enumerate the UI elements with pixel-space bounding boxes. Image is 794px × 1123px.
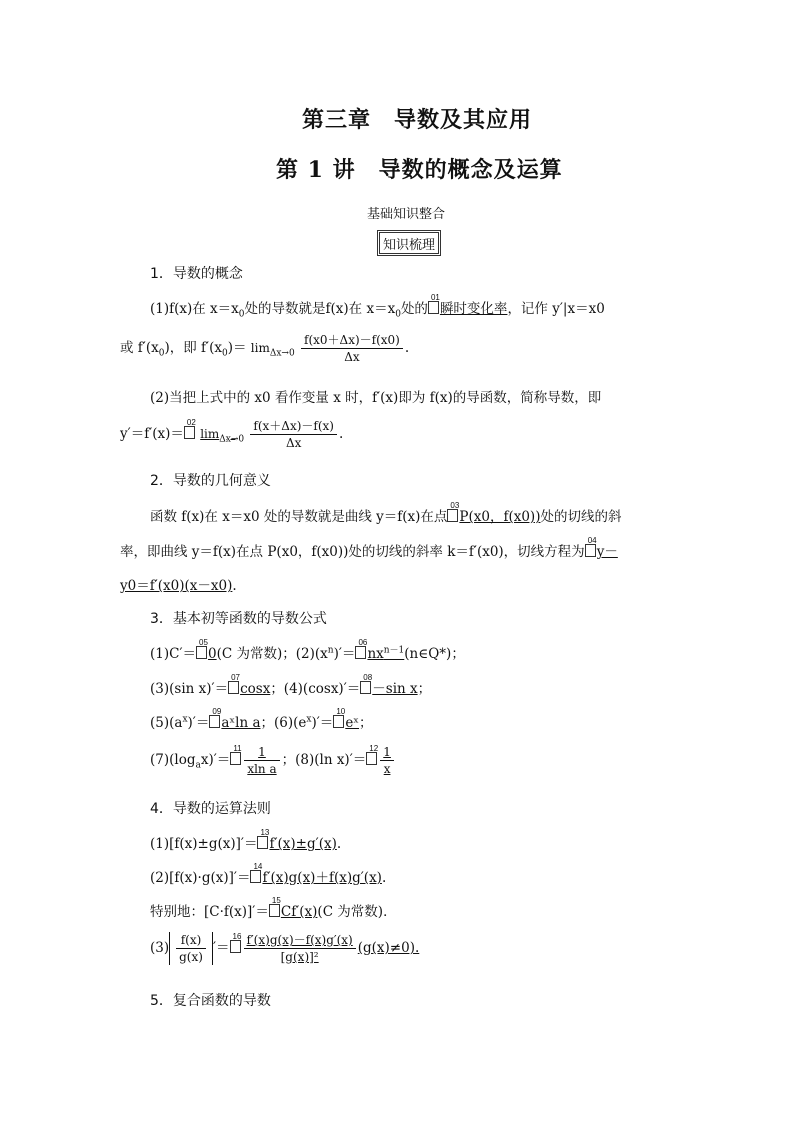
text: ′＝ (212, 940, 230, 956)
blank-marker-icon (366, 744, 379, 765)
blank-marker-icon (230, 744, 242, 765)
sub: 0 (238, 309, 245, 320)
mark-number: 03 (450, 501, 460, 510)
formula-5-6 (150, 707, 373, 731)
mark-number: 04 (587, 536, 597, 545)
formula-7-8 (150, 744, 396, 777)
text: ；(8)(ln x)′＝ (281, 752, 367, 768)
section-4-heading: 4．导数的运算法则 (150, 801, 271, 817)
section-3-heading: 3．基本初等函数的导数公式 (150, 611, 327, 627)
blank-marker-icon (257, 828, 270, 849)
rule-2 (150, 862, 387, 886)
sup: n (327, 645, 334, 656)
mark-number: 02 (186, 418, 196, 427)
text: (C 为常数)；(2)(x (216, 646, 328, 662)
section-1-heading: 1．导数的概念 (150, 266, 243, 282)
mark-number: 11 (233, 744, 242, 753)
text: 处的切线的斜 (540, 509, 622, 525)
den: xln a (247, 762, 277, 776)
text: 特别地：[C·f(x)]′＝ (150, 904, 269, 920)
num: 1 (380, 744, 394, 761)
answer: f′(x)g(x)＋f(x)g′(x) (262, 870, 382, 886)
blank-marker-icon (184, 418, 196, 439)
mark-number: 10 (336, 707, 346, 716)
text: )′＝ (333, 646, 356, 662)
answer: aˣln a (221, 715, 261, 731)
sub: 0 (158, 348, 165, 359)
section-2-heading: 2．导数的几何意义 (150, 473, 271, 489)
num: 1 (244, 744, 279, 761)
text: ，记作 y′|x＝x0 (507, 301, 605, 317)
mark-number: 14 (253, 862, 263, 871)
blank-marker-icon (360, 673, 373, 694)
answer: f′(x)±g′(x) (269, 836, 337, 852)
text: ； (359, 715, 373, 731)
answer: －sin x (372, 681, 418, 697)
mark-number: 13 (260, 828, 270, 837)
g-line3 (120, 574, 237, 594)
text: 或 f′(x (120, 340, 159, 356)
text: (n∈Q*)； (404, 646, 465, 662)
blank-marker-icon (250, 862, 263, 883)
sup: x (182, 714, 188, 725)
mark-number: 06 (358, 638, 368, 647)
num: f′(x)g(x)－f(x)g′(x) (244, 932, 356, 949)
sup: x (306, 714, 312, 725)
text: (3) (150, 940, 170, 956)
answer: eˣ (345, 715, 360, 731)
rule-3 (150, 932, 419, 965)
sub: Δx→0 (269, 348, 295, 359)
mark-number: 05 (199, 638, 208, 647)
den: x (383, 762, 391, 776)
p2-line2: y′＝f′(x)＝ 02 $\lim_{\Delta x\to 0}$ $\frac{f(x+\Delta x)-f(x)}{\Delta x}$ . (120, 418, 344, 450)
answer-fraction (244, 932, 356, 965)
den: [g(x)]² (280, 950, 319, 964)
text: (5)(a (150, 715, 183, 731)
blank-marker-icon (269, 896, 281, 917)
rule-1 (150, 828, 342, 852)
text: (7)(log (150, 752, 196, 768)
formula-1-2 (150, 638, 465, 662)
mark-number: 07 (231, 673, 240, 682)
limit-operator (200, 427, 244, 444)
p2-line1: (2)当把上式中的 x0 看作变量 x 时，f′(x)即为 f(x)的导函数，简称导数，即 (150, 390, 602, 406)
num: f(x) (176, 932, 206, 949)
rule-2b (150, 896, 397, 920)
answer: cosx (240, 681, 271, 697)
text: (C 为常数)． (317, 904, 397, 920)
text: (2)[f(x)·g(x)]′＝ (150, 870, 251, 886)
answer-instant-rate: 瞬时变化率 (439, 301, 508, 317)
answer-fraction (244, 744, 279, 777)
num: f(x＋Δx)－f(x) (250, 418, 337, 435)
mark-number: 12 (369, 744, 379, 753)
p1-line1 (150, 293, 605, 320)
mark-number: 08 (363, 673, 373, 682)
text: . (232, 578, 237, 594)
quotient-fraction (176, 932, 206, 965)
sup: n－1 (383, 645, 405, 656)
answer-condition: (g(x)≠0). (357, 940, 420, 956)
knowledge-box-label: 知识梳理 (379, 232, 439, 254)
text: 处的导数就是f(x)在 x＝x (244, 301, 396, 317)
answer-fraction (380, 744, 394, 777)
blank-marker-icon (585, 536, 597, 557)
text: (1)[f(x)±g(x)]′＝ (150, 836, 258, 852)
answer (367, 646, 404, 662)
text: (3)(sin x)′＝ (150, 681, 229, 697)
text: x)′＝ (200, 752, 231, 768)
limit-operator (251, 341, 295, 358)
mark-number: 16 (232, 932, 242, 941)
text: ；(4)(cosx)′＝ (270, 681, 361, 697)
section-5-heading: 5．复合函数的导数 (150, 993, 271, 1009)
subtitle: 基础知识整合 (367, 207, 446, 222)
blank-marker-icon (447, 501, 460, 522)
blank-marker-icon (209, 707, 222, 728)
blank-marker-icon (333, 707, 346, 728)
den: Δx (285, 436, 302, 450)
text: 处的 (400, 301, 428, 317)
g-line1 (150, 501, 622, 525)
g-line2 (120, 536, 618, 560)
answer-tangent: y－ (596, 544, 618, 560)
blank-marker-icon (228, 673, 240, 694)
den: Δx (344, 350, 360, 364)
den: g(x) (179, 950, 203, 964)
blank-marker-icon (230, 932, 242, 953)
text: 率，即曲线 y＝f(x)在点 P(x0，f(x0))处的切线的斜率 k＝f′(x0)，切线方程为 (120, 544, 585, 560)
sub: 0 (395, 309, 401, 320)
answer: 0 (208, 646, 217, 662)
answer: Cf′(x) (280, 904, 318, 920)
sub: a (195, 760, 201, 771)
formula-3-4 (150, 673, 432, 697)
text: )，即 f′(x (164, 340, 222, 356)
blank-marker-icon (196, 638, 208, 659)
text: (1)f(x)在 x＝x (150, 301, 239, 317)
text: ； (417, 681, 432, 697)
answer-tangent-cont: y0＝f′(x0)(x－x0) (120, 578, 233, 594)
mark-number: 09 (212, 707, 222, 716)
text: lim (250, 341, 270, 355)
text: nx (367, 646, 384, 662)
text: ；(6)(e (260, 715, 307, 731)
text: . (336, 836, 342, 852)
answer-point: P(x0，f(x0)) (459, 509, 541, 525)
blank-marker-icon (355, 638, 368, 659)
text: lim (200, 427, 220, 441)
derivative-function-fraction (250, 418, 337, 451)
sub: Δx→0 (219, 434, 245, 445)
text: )′＝ (187, 715, 210, 731)
lesson-title: 第 1 讲 导数的概念及运算 (276, 157, 563, 183)
text: 函数 f(x)在 x＝x0 处的导数就是曲线 y＝f(x)在点 (150, 509, 448, 525)
chapter-title: 第三章 导数及其应用 (302, 107, 533, 133)
knowledge-box (377, 230, 441, 256)
mark-number: 15 (271, 896, 281, 905)
text: y′＝f′(x)＝ (120, 426, 184, 442)
text: )′＝ (311, 715, 334, 731)
quotient-bracket (169, 932, 213, 965)
text: (1)C′＝ (150, 646, 197, 662)
derivative-fraction (301, 332, 403, 365)
p1-line2: 或 $f'(x_0)$，即 $f'(x_0)= \lim_{\Delta x\to 0}$ $\frac{f(x0+\Delta x)-f(x0)}{\Delta x}$ . (120, 333, 410, 364)
sub: 0 (221, 348, 228, 359)
text: )＝ (227, 340, 247, 356)
text: . (381, 870, 387, 886)
mark-number: 01 (430, 293, 440, 302)
num: f(x0＋Δx)－f(x0) (301, 332, 403, 349)
blank-marker-icon (428, 293, 440, 314)
